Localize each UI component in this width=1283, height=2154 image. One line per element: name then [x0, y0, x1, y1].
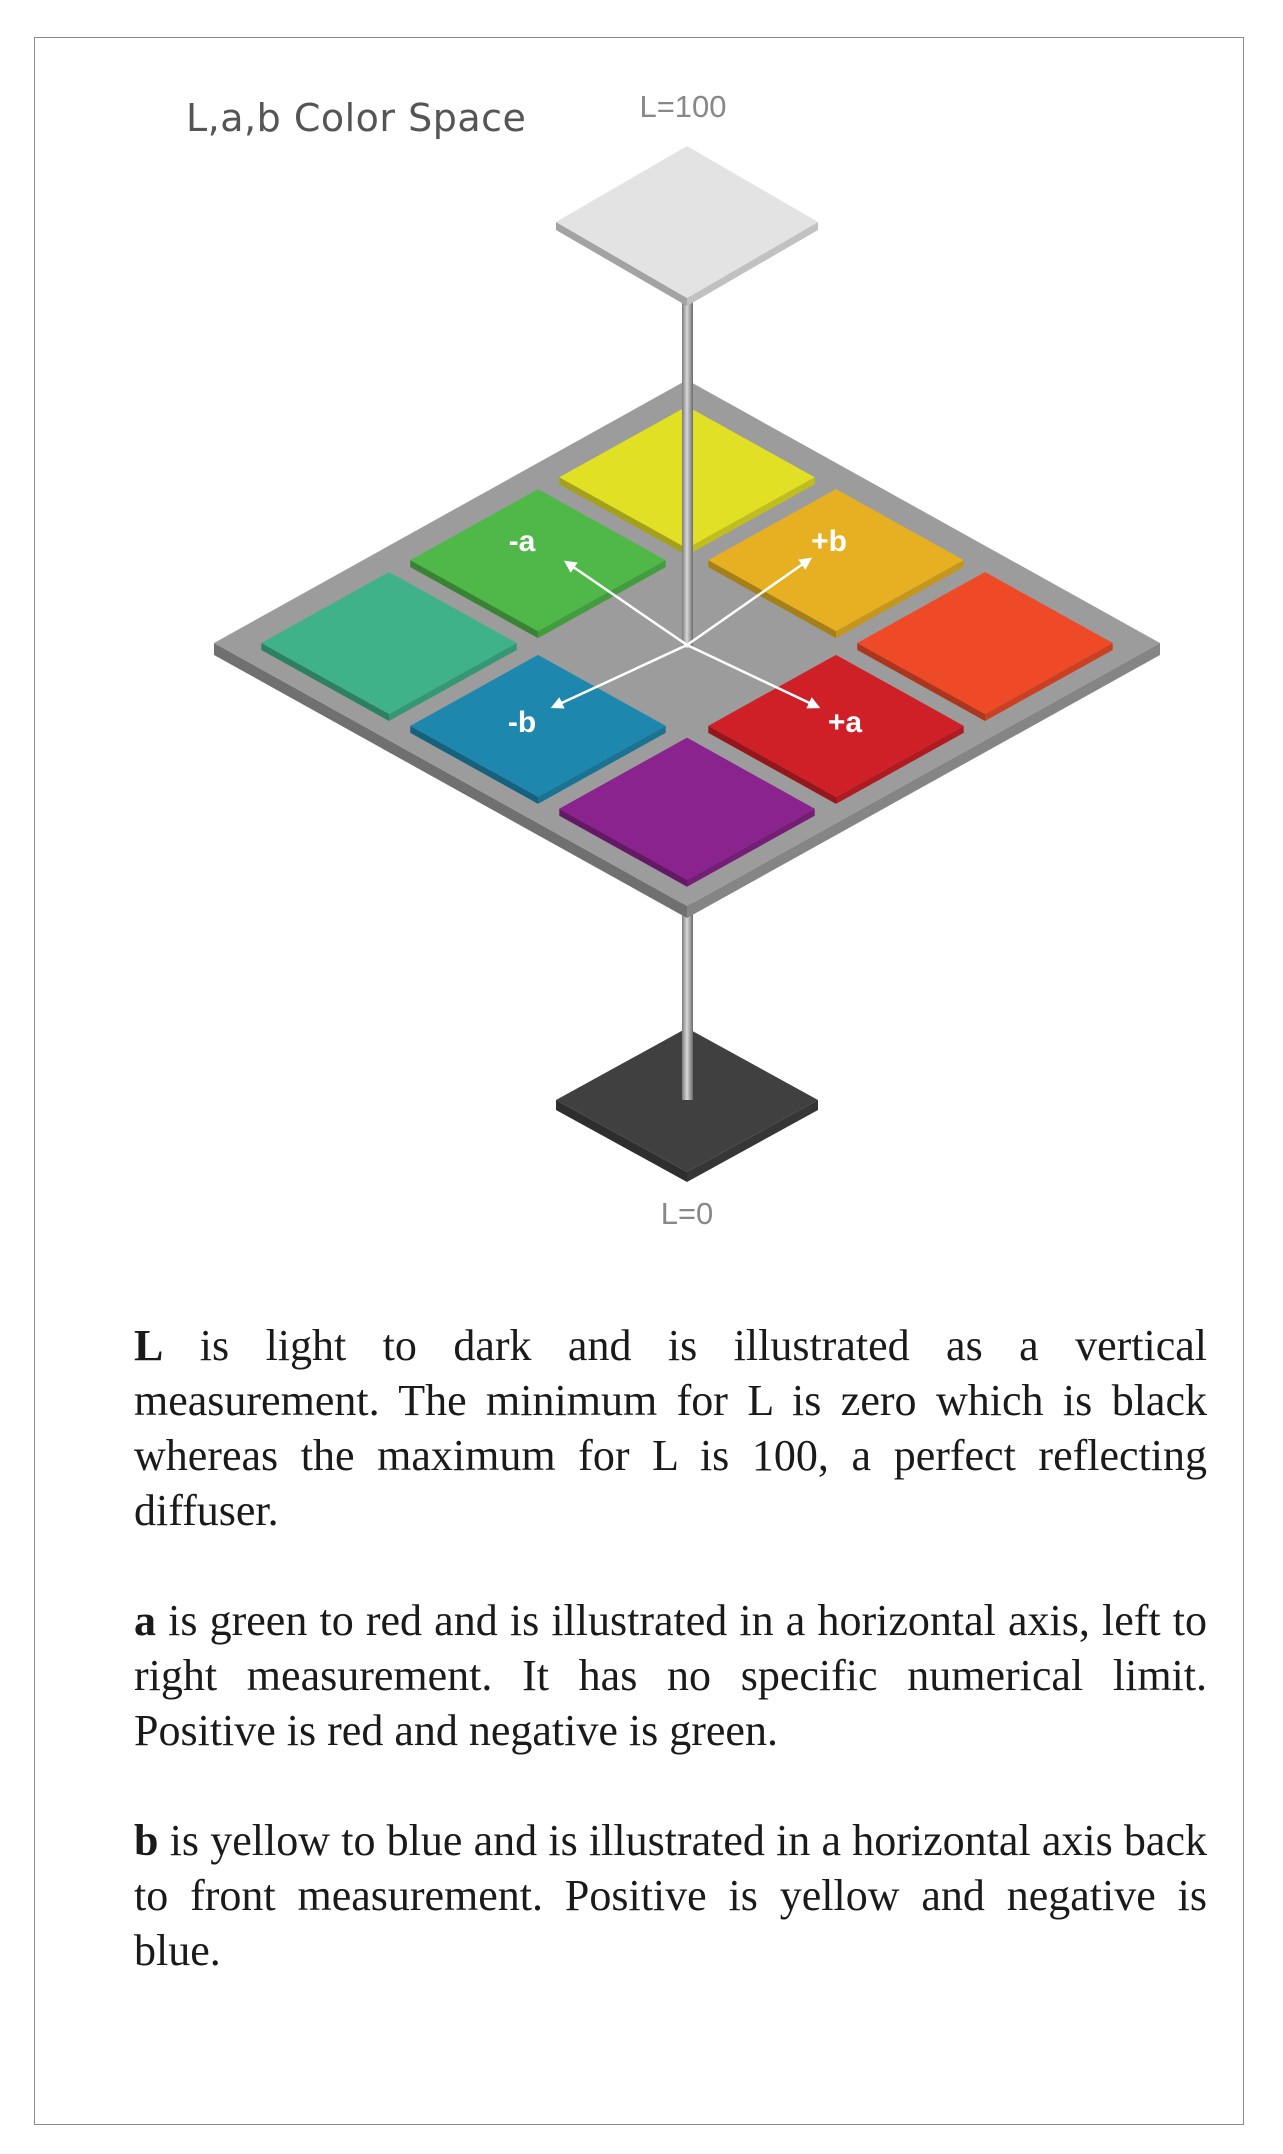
- term-a: a: [134, 1596, 156, 1645]
- paragraph-b: [134, 1813, 1207, 1978]
- white-square-top: [556, 146, 818, 298]
- upper-pole: [682, 296, 693, 648]
- paragraph-b-text: is yellow to blue and is illustrated in a horizontal axis back to front measurement. Positive is yellow and negative is blue.: [134, 1816, 1207, 1975]
- label-neg-b: -b: [507, 706, 537, 739]
- paragraph-a-text: is green to red and is illustrated in a horizontal axis, left to right measurement. It has no specific numerical limit. Positive is red and negative is green.: [134, 1596, 1207, 1755]
- term-b: b: [134, 1816, 159, 1865]
- diagram-title: L,a,b Color Space: [186, 96, 527, 140]
- term-l: L: [134, 1321, 164, 1370]
- label-l-max: L=100: [639, 89, 727, 124]
- label-pos-b: +b: [811, 525, 847, 558]
- lower-pole: [682, 900, 693, 1100]
- label-neg-a: -a: [508, 525, 536, 558]
- paragraph-a: [134, 1593, 1207, 1758]
- label-l-min: L=0: [660, 1196, 714, 1231]
- white-square-l100: [556, 146, 818, 306]
- paragraph-l-text: is light to dark and is illustrated as a vertical measurement. The minimum for L is zero which is black whereas the maximum for L is 100, a perfect reflecting diffuser.: [134, 1321, 1207, 1535]
- description: [134, 1318, 1207, 2033]
- paragraph-l: [134, 1318, 1207, 1538]
- label-pos-a: +a: [827, 706, 863, 739]
